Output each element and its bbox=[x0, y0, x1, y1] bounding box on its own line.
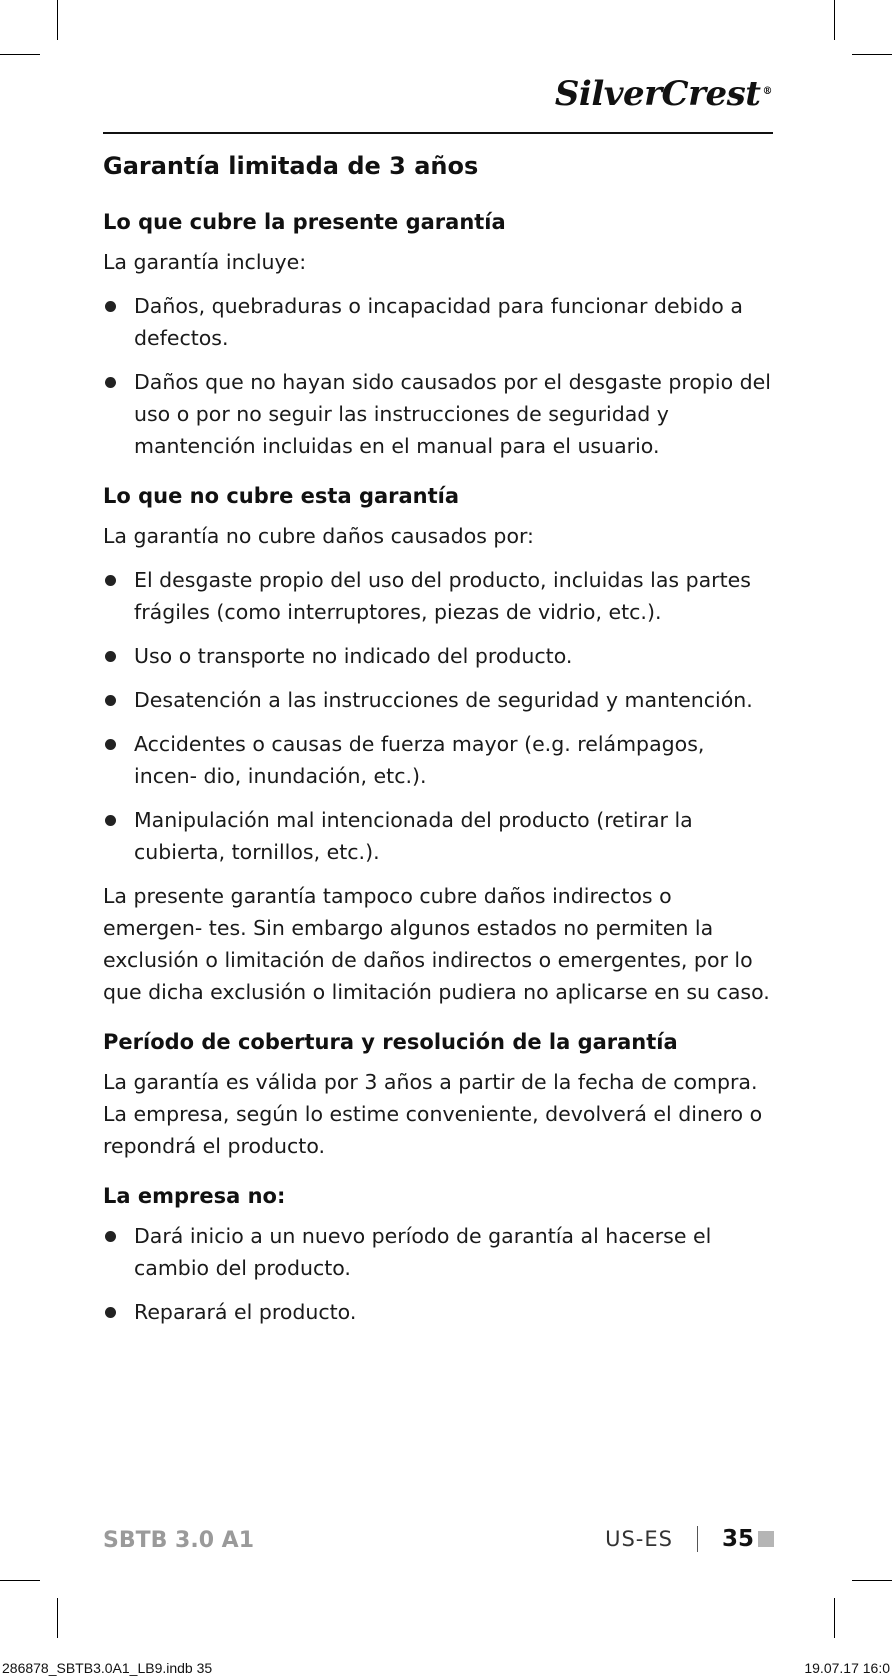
bullet-icon bbox=[105, 815, 116, 826]
period-text: La garantía es válida por 3 años a partir de la fecha de compra. La empresa, según lo estime conveniente, devolverá el dinero o repondrá el producto. bbox=[103, 1070, 763, 1158]
footer-model: SBTB 3.0 A1 bbox=[103, 1528, 255, 1553]
slug-file: 286878_SBTB3.0A1_LB9.indb 35 bbox=[2, 1660, 213, 1676]
not-covers-heading: Lo que no cubre esta garantía bbox=[103, 484, 460, 508]
page-number: 35 bbox=[721, 1526, 754, 1552]
crop-mark bbox=[57, 1598, 58, 1638]
crop-mark bbox=[57, 0, 58, 40]
crop-mark bbox=[0, 1580, 40, 1581]
list-item: Manipulación mal intencionada del producto (retirar la cubierta, tornillos, etc.). bbox=[103, 804, 773, 868]
covers-heading: Lo que cubre la presente garantía bbox=[103, 210, 506, 234]
list-item: Uso o transporte no indicado del producto. bbox=[103, 640, 773, 672]
brand-name: SilverCrest bbox=[554, 74, 761, 114]
brand-logo bbox=[555, 74, 772, 114]
bullet-icon bbox=[105, 695, 116, 706]
bullet-icon bbox=[105, 739, 116, 750]
footer-divider bbox=[697, 1526, 698, 1552]
company-list bbox=[103, 1220, 773, 1328]
period-heading: Período de cobertura y resolución de la garantía bbox=[103, 1030, 678, 1054]
list-item: Accidentes o causas de fuerza mayor (e.g. relámpagos, incen- dio, inundación, etc.). bbox=[103, 728, 773, 792]
square-icon bbox=[758, 1531, 774, 1547]
not-covers-intro: La garantía no cubre daños causados por: bbox=[103, 524, 534, 548]
company-heading: La empresa no: bbox=[103, 1184, 286, 1208]
slug-date: 19.07.17 16:0 bbox=[804, 1660, 890, 1676]
covers-intro: La garantía incluye: bbox=[103, 250, 307, 274]
bullet-icon bbox=[105, 1307, 116, 1318]
crop-mark bbox=[834, 1598, 835, 1638]
list-item: Reparará el producto. bbox=[103, 1296, 773, 1328]
list-item: Daños, quebraduras o incapacidad para funcionar debido a defectos. bbox=[103, 290, 773, 354]
crop-mark bbox=[852, 54, 892, 55]
header-rule bbox=[103, 132, 773, 134]
crop-mark bbox=[0, 54, 40, 55]
footer-pagination bbox=[605, 1526, 774, 1552]
list-item: Desatención a las instrucciones de seguridad y mantención. bbox=[103, 684, 773, 716]
crop-mark bbox=[834, 0, 835, 40]
crop-mark bbox=[852, 1580, 892, 1581]
covers-list bbox=[103, 290, 773, 462]
bullet-icon bbox=[105, 575, 116, 586]
page-title: Garantía limitada de 3 años bbox=[103, 152, 479, 180]
list-item: Dará inicio a un nuevo período de garantía al hacerse el cambio del producto. bbox=[103, 1220, 773, 1284]
list-item: El desgaste propio del uso del producto, incluidas las partes frágiles (como interruptores, piezas de vidrio, etc.). bbox=[103, 564, 773, 628]
not-covers-list bbox=[103, 564, 773, 868]
bullet-icon bbox=[105, 301, 116, 312]
registered-mark: ® bbox=[762, 86, 772, 97]
bullet-icon bbox=[105, 651, 116, 662]
bullet-icon bbox=[105, 1231, 116, 1242]
bullet-icon bbox=[105, 377, 116, 388]
not-covers-note: La presente garantía tampoco cubre daños indirectos o emergen- tes. Sin embargo algunos estados no permiten la exclusión o limitación de daños indirectos o emergentes, por lo que dicha exclusión o limitación pudiera no aplicarse en su caso. bbox=[103, 884, 770, 1004]
list-item: Daños que no hayan sido causados por el desgaste propio del uso o por no seguir las instrucciones de seguridad y mantención incluidas en el manual para el usuario. bbox=[103, 366, 773, 462]
footer-language: US-ES bbox=[605, 1527, 673, 1551]
page-content bbox=[103, 152, 773, 1350]
